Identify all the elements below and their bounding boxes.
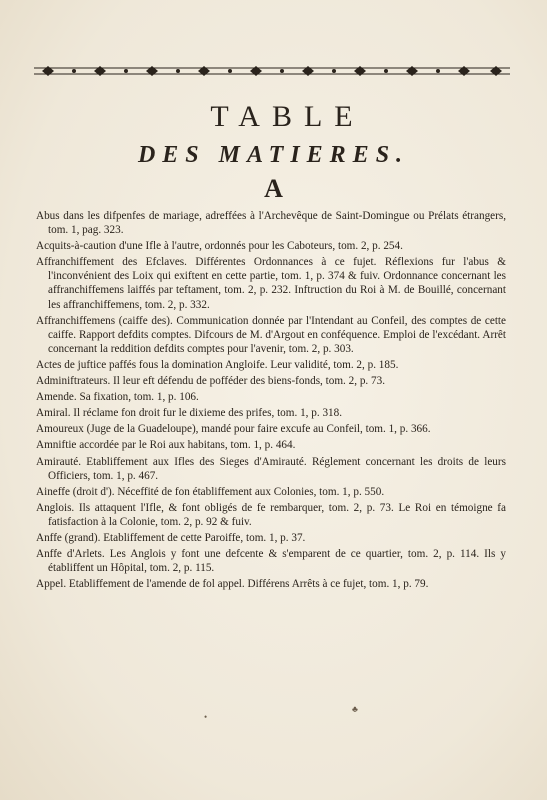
decorative-border-ornament xyxy=(34,63,510,79)
index-entry: Abus dans les difpenfes de mariage, adreffées à l'Archevêque de Saint-Domingue ou Prélats étrangers, tom. 1, pag. 323. xyxy=(36,210,506,237)
index-entry: Anglois. Ils attaquent l'Ifle, & font obligés de fe rembarquer, tom. 2, p. 73. Le Roi en témoigne fa fatisfaction à la Colonie, tom. 2, p. 92 & fuiv. xyxy=(36,501,506,528)
ink-mark: • xyxy=(204,712,208,722)
page-title: TABLE xyxy=(210,100,365,133)
index-entry: Affranchiffemens (caiffe des). Communication donnée par l'Intendant au Confeil, des comptes de cette caiffe. Rapport defdits comptes. Difcours de M. d'Argout en conféquence. Emploi de l'excédant. Arrêt concernant la reddition defdits comptes pour l'avenir, tom. 2, p. 303. xyxy=(36,314,506,355)
index-entry: Anffe (grand). Etabliffement de cette Paroiffe, tom. 1, p. 37. xyxy=(36,531,306,544)
index-entry: Aineffe (droit d'). Néceffité de fon établiffement aux Colonies, tom. 1, p. 550. xyxy=(36,485,385,498)
index-entry: Amirauté. Etabliffement aux Ifles des Sieges d'Amirauté. Réglement concernant les droits de leurs Officiers, tom. 1, p. 467. xyxy=(36,455,506,482)
section-letter: A xyxy=(264,174,283,203)
index-entries xyxy=(36,209,506,593)
page-subtitle: DES MATIERES. xyxy=(137,142,410,168)
index-entry: Anffe d'Arlets. Les Anglois y font une defcente & s'emparent de ce quartier, tom. 2, p. 114. Ils y établiffent un Hôpital, tom. 2, p. 115. xyxy=(36,548,506,575)
ink-mark: ♣ xyxy=(352,704,358,714)
index-entry: Amiral. Il réclame fon droit fur le dixieme des prifes, tom. 1, p. 318. xyxy=(36,407,343,420)
index-entry: Appel. Etabliffement de l'amende de fol appel. Différens Arrêts à ce fujet, tom. 1, p. 79. xyxy=(36,578,429,591)
index-entry: Adminiftrateurs. Il leur eft défendu de pofféder des biens-fonds, tom. 2, p. 73. xyxy=(36,375,385,388)
index-entry: Actes de juftice paffés fous la domination Angloife. Leur validité, tom. 2, p. 185. xyxy=(36,358,399,371)
index-entry: Amniftie accordée par le Roi aux habitans, tom. 1, p. 464. xyxy=(36,439,296,452)
index-entry: Acquits-à-caution d'une Ifle à l'autre, ordonnés pour les Caboteurs, tom. 2, p. 254. xyxy=(36,240,403,253)
index-entry: Amende. Sa fixation, tom. 1, p. 106. xyxy=(36,391,199,404)
index-entry: Affranchiffement des Efclaves. Différentes Ordonnances à ce fujet. Réflexions fur l'abus & l'inconvénient des Loix qui exiftent en cette partie, tom. 1, p. 374 & fuiv. Ordonnance concernant les affranchiffemens laiffés par teftament, tom. 2, p. 232. Inftruction du Roi à M. de Bouillé, concernant les affranchiffemens, tom. 2, p. 332. xyxy=(36,256,506,311)
index-entry: Amoureux (Juge de la Guadeloupe), mandé pour faire excufe au Confeil, tom. 1, p. 366. xyxy=(36,423,431,436)
